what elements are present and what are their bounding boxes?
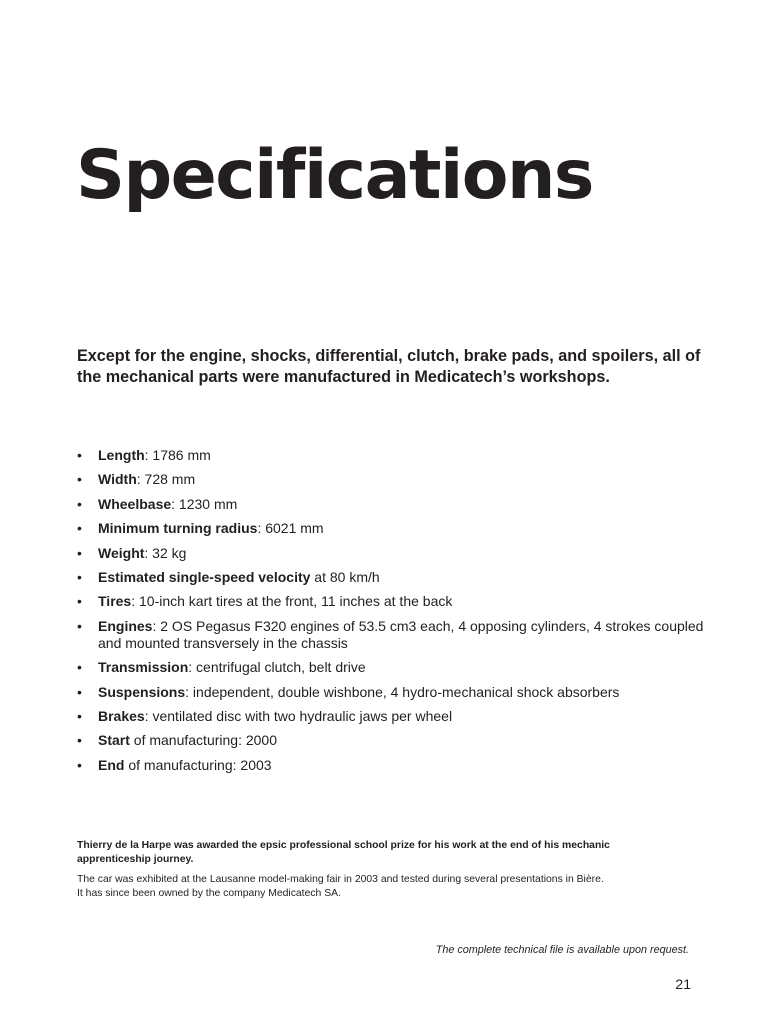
spec-value: : 728 mm bbox=[136, 471, 196, 488]
page-title: Specifications bbox=[76, 136, 593, 215]
spec-label: Width bbox=[98, 471, 137, 488]
spec-value: : centrifugal clutch, belt drive bbox=[188, 659, 366, 676]
spec-item-brakes bbox=[77, 708, 707, 725]
spec-label: Transmission bbox=[98, 659, 189, 676]
spec-label: Weight bbox=[98, 544, 145, 561]
spec-item-transmission bbox=[77, 659, 707, 676]
spec-item-tires bbox=[77, 593, 707, 610]
page-number: 21 bbox=[675, 976, 691, 992]
spec-item-engines bbox=[77, 618, 707, 652]
spec-item-weight bbox=[77, 545, 707, 562]
spec-value: : independent, double wishbone, 4 hydro-mechanical shock absorbers bbox=[185, 683, 620, 700]
spec-value: of manufacturing: 2000 bbox=[129, 732, 278, 749]
spec-value: of manufacturing: 2003 bbox=[124, 756, 272, 773]
spec-label: Suspensions bbox=[98, 683, 186, 700]
spec-value: : 1786 mm bbox=[144, 447, 211, 463]
spec-label: Brakes bbox=[98, 707, 145, 724]
spec-value: : 2 OS Pegasus F320 engines of 53.5 cm3 each, 4 opposing cylinders, 4 strokes coupled and mounted transversely in the chassis bbox=[98, 617, 704, 651]
spec-value: : 32 kg bbox=[144, 544, 187, 561]
spec-label: Estimated single-speed velocity bbox=[98, 568, 311, 585]
spec-value: at 80 km/h bbox=[310, 568, 380, 585]
spec-value: : 6021 mm bbox=[257, 520, 324, 537]
spec-item-wheelbase bbox=[77, 496, 707, 513]
spec-label: Wheelbase bbox=[98, 495, 172, 512]
spec-label: Engines bbox=[98, 617, 153, 634]
spec-value: : ventilated disc with two hydraulic jaws per wheel bbox=[144, 707, 453, 724]
spec-item-end bbox=[77, 757, 707, 774]
intro-paragraph: Except for the engine, shocks, differential, clutch, brake pads, and spoilers, all of the mechanical parts were manufactured in Medicatech’s workshops. bbox=[77, 347, 701, 386]
ownership-note-line: It has since been owned by the company Medicatech SA. bbox=[77, 888, 341, 899]
spec-item-turning-radius bbox=[77, 520, 707, 537]
spec-item-length bbox=[77, 447, 707, 464]
spec-label: Tires bbox=[98, 593, 132, 610]
spec-item-start bbox=[77, 732, 707, 749]
spec-label: Minimum turning radius bbox=[98, 520, 258, 537]
spec-label: Length bbox=[98, 447, 145, 463]
spec-value: : 1230 mm bbox=[171, 495, 238, 512]
exhibition-note bbox=[77, 873, 697, 901]
specifications-list bbox=[77, 447, 707, 781]
exhibition-note-line: The car was exhibited at the Lausanne model-making fair in 2003 and tested during several presentations in Bière. bbox=[77, 874, 604, 885]
spec-item-width bbox=[77, 471, 707, 488]
spec-item-suspensions bbox=[77, 684, 707, 701]
spec-value: : 10-inch kart tires at the front, 11 inches at the back bbox=[131, 593, 453, 610]
spec-item-velocity bbox=[77, 569, 707, 586]
technical-file-footnote: The complete technical file is available upon request. bbox=[435, 944, 689, 956]
spec-label: End bbox=[98, 756, 125, 773]
award-note: Thierry de la Harpe was awarded the epsic professional school prize for his work at the end of his mechanic apprenticeship journey. bbox=[77, 840, 610, 865]
spec-label: Start bbox=[98, 732, 130, 749]
